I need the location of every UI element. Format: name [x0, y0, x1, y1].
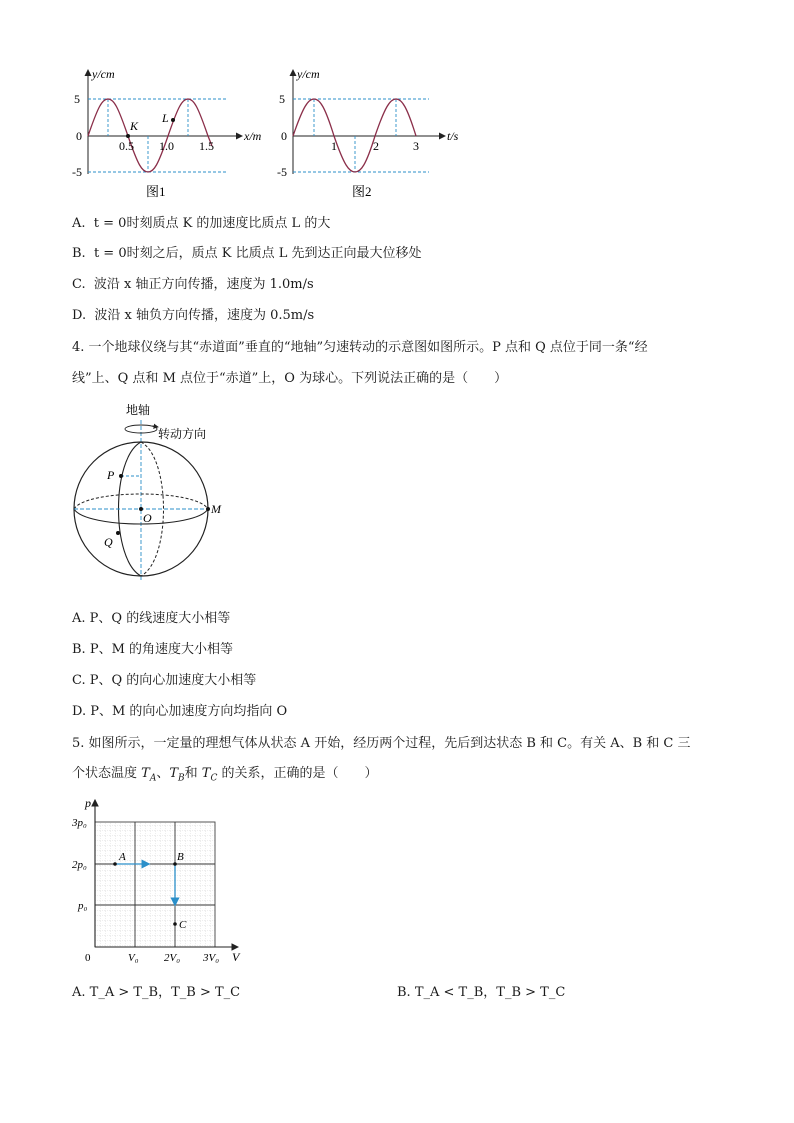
option-letter: A. [72, 216, 86, 231]
option-letter: A. [72, 985, 86, 1000]
option-letter: B. [397, 985, 411, 1000]
temp-tc: $T_C$ [201, 766, 218, 784]
y-axis-label: y/cm [297, 67, 320, 81]
state-c-label: C [179, 919, 187, 931]
wave-figure-2 [275, 62, 475, 204]
state-b-label: B [177, 851, 184, 863]
pv-diagram [70, 795, 260, 970]
wave-figure-1 [70, 62, 270, 204]
q4-option-b[interactable]: B. P、M 的角速度大小相等 [72, 642, 234, 657]
v-tick: 3V₀ [203, 952, 220, 964]
q5-stem-line2: 个状态温度 $T_A$、$T_B$和 $T_C$ 的关系，正确的是（ ） [72, 766, 378, 784]
point-p-dot [119, 474, 123, 478]
x-axis-label: t/s [447, 129, 459, 143]
x-tick: 1.0 [159, 139, 174, 153]
option-letter: B. [72, 246, 86, 261]
option-text: t = 0时刻之后，质点 K 比质点 L 先到达正向最大位移处 [93, 246, 422, 261]
point-k-label: K [130, 119, 139, 133]
q5-stem-suffix: 的关系，正确的是（ ） [217, 766, 378, 781]
figure-caption: 图2 [352, 184, 372, 199]
option-text: T_A > T_B，T_B > T_C [89, 985, 241, 1000]
q3-option-d[interactable] [72, 307, 314, 325]
state-a-dot [113, 862, 117, 866]
q5-option-a[interactable] [72, 984, 240, 1002]
q5-option-b[interactable] [397, 984, 565, 1002]
y-tick-neg: -5 [277, 165, 287, 179]
option-text: 波沿 x 轴负方向传播，速度为 0.5m/s [94, 308, 315, 323]
x-axis-label: x/m [244, 129, 262, 143]
v-tick: V₀ [128, 952, 139, 964]
v-axis-label: V [232, 950, 240, 964]
q4-stem-line2: 线”上、Q 点和 M 点位于“赤道”上，O 为球心。下列说法正确的是（ ） [72, 371, 508, 386]
q4-stem-line1: 4. 一个地球仪绕与其“赤道面”垂直的“地轴”匀速转动的示意图如图所示。P 点和 Q 点位于同一条“经 [72, 340, 648, 355]
point-q-dot [116, 531, 120, 535]
v-tick: 2V₀ [164, 952, 181, 964]
x-tick: 1 [331, 139, 337, 153]
axis-label: 地轴 [126, 403, 151, 417]
y-tick-zero: 0 [76, 129, 82, 143]
q3-option-a[interactable] [72, 215, 330, 233]
x-tick: 3 [413, 139, 419, 153]
figure-caption: 图1 [146, 184, 166, 199]
option-text: T_A < T_B，T_B > T_C [414, 985, 566, 1000]
option-letter: D. [72, 308, 87, 323]
point-k-dot [126, 134, 130, 138]
q3-option-c[interactable] [72, 276, 314, 294]
q4-option-c[interactable]: C. P、Q 的向心加速度大小相等 [72, 673, 257, 688]
state-a-label: A [119, 851, 126, 863]
x-tick: 1.5 [199, 139, 214, 153]
q5-stem-line1: 5. 如图所示，一定量的理想气体从状态 A 开始，经历两个过程，先后到达状态 B 和 C。有关 A、B 和 C 三 [72, 736, 691, 751]
point-l-dot [171, 118, 175, 122]
q4-option-d[interactable]: D. P、M 的向心加速度方向均指向 O [72, 704, 288, 719]
temp-tb: $T_B$ [169, 766, 185, 784]
y-tick-neg: -5 [72, 165, 82, 179]
y-tick-zero: 0 [281, 129, 287, 143]
p-tick: 3p₀ [72, 817, 87, 829]
q4-option-a[interactable]: A. P、Q 的线速度大小相等 [72, 611, 231, 626]
p-tick: 2p₀ [72, 859, 87, 871]
x-tick: 2 [373, 139, 379, 153]
option-text: t = 0时刻质点 K 的加速度比质点 L 的大 [93, 216, 331, 231]
point-l-label: L [162, 111, 169, 125]
temp-ta: $T_A$ [141, 766, 157, 784]
p-axis-label: p [85, 796, 91, 810]
point-q-label: Q [104, 535, 113, 549]
state-c-dot [173, 922, 177, 926]
rotation-label: 转动方向 [158, 427, 207, 441]
point-p-label: P [107, 468, 115, 482]
y-tick-pos: 5 [74, 92, 80, 106]
y-axis-label: y/cm [92, 67, 115, 81]
globe-figure [66, 398, 236, 584]
point-m-label: M [211, 502, 221, 516]
point-m-dot [206, 507, 210, 511]
q5-stem-prefix: 个状态温度 [72, 766, 142, 781]
option-text: 波沿 x 轴正方向传播，速度为 1.0m/s [93, 277, 314, 292]
option-letter: C. [72, 277, 86, 292]
point-o-label: O [143, 511, 152, 525]
p-tick: p₀ [78, 900, 88, 912]
q3-option-b[interactable] [72, 245, 421, 263]
x-tick: 0.5 [119, 139, 134, 153]
origin-label: 0 [85, 952, 91, 964]
y-tick-pos: 5 [279, 92, 285, 106]
